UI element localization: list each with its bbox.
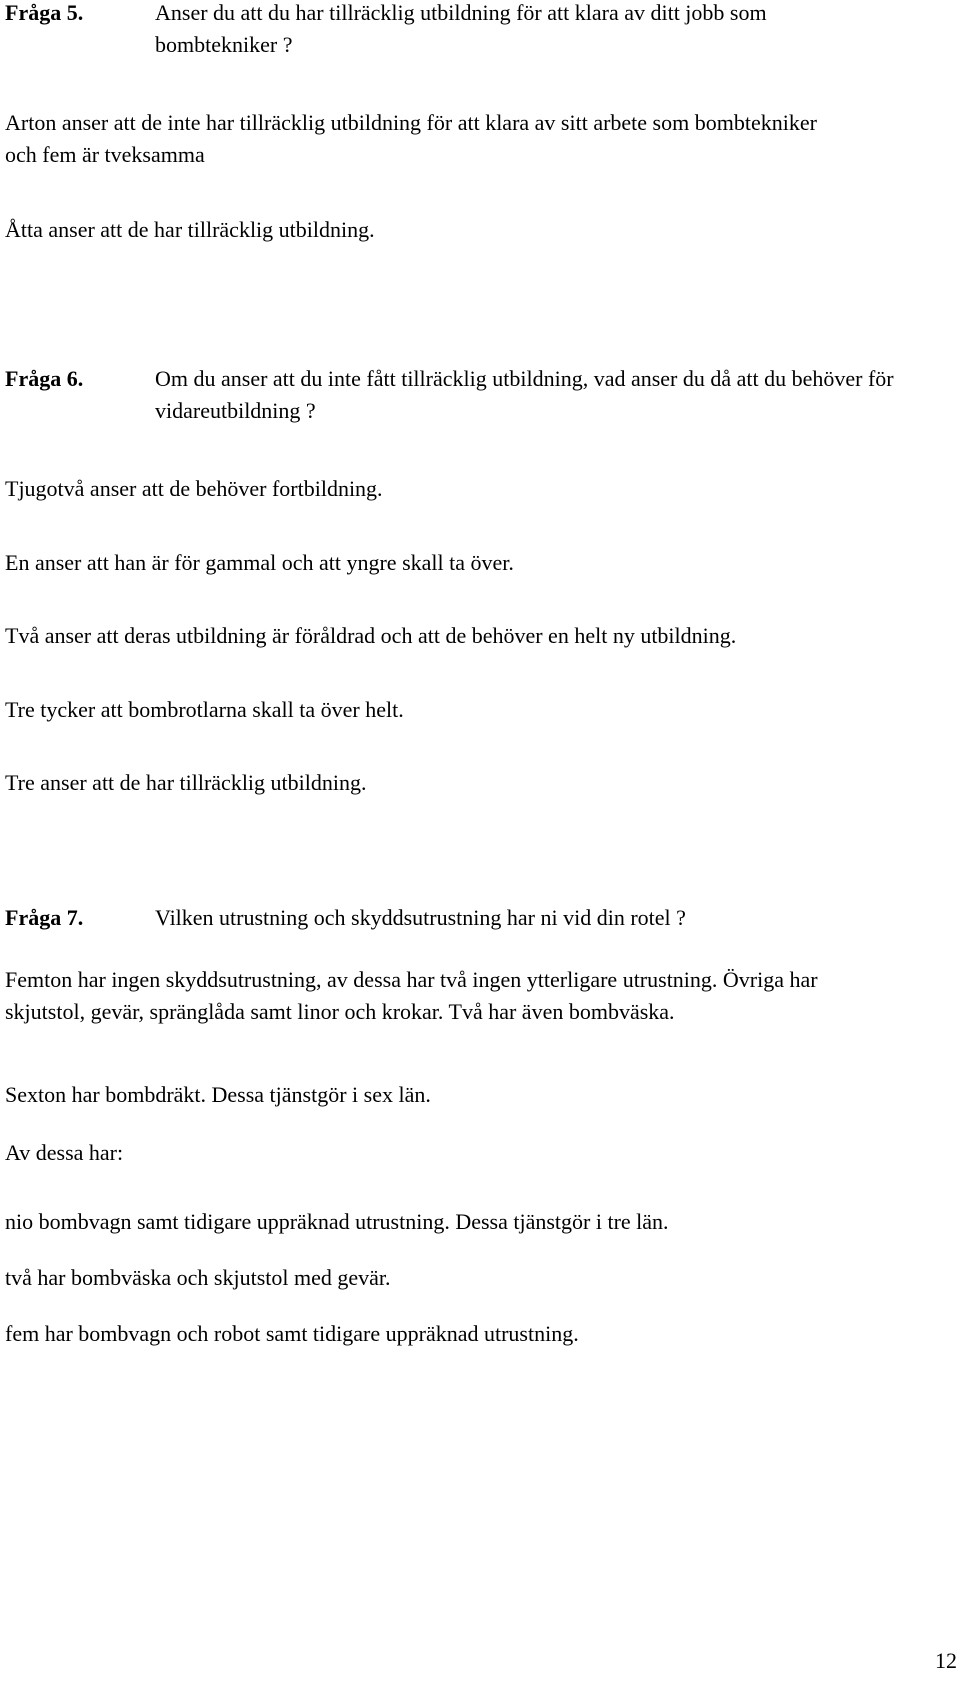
answer-paragraph: En anser att han är för gammal och att yngre skall ta över. xyxy=(5,550,514,575)
question-6-text: Om du anser att du inte fått tillräcklig utbildning, vad anser du då att du behöver för vidareutbildning ? xyxy=(155,366,894,423)
answer-paragraph: Sexton har bombdräkt. Dessa tjänstgör i sex län. xyxy=(5,1082,431,1107)
question-6-label: Fråga 6. xyxy=(5,366,84,391)
answer-paragraph: Åtta anser att de har tillräcklig utbildning. xyxy=(5,217,375,242)
answer-paragraph: Arton anser att de inte har tillräcklig utbildning för att klara av sitt arbete som bombtekniker och fem är tveksamma xyxy=(5,110,817,167)
answer-paragraph: Femton har ingen skyddsutrustning, av dessa har två ingen ytterligare utrustning. Övriga har skjutstol, gevär, spränglåda samt linor och krokar. Två har även bombväska. xyxy=(5,967,818,1024)
question-7-text: Vilken utrustning och skyddsutrustning har ni vid din rotel ? xyxy=(155,905,686,930)
answer-paragraph: Tjugotvå anser att de behöver fortbildning. xyxy=(5,476,383,501)
answer-paragraph: Tre tycker att bombrotlarna skall ta över helt. xyxy=(5,697,404,722)
answer-paragraph: två har bombväska och skjutstol med gevär. xyxy=(5,1265,391,1290)
question-6 xyxy=(5,363,905,427)
answer-paragraph: Tre anser att de har tillräcklig utbildning. xyxy=(5,770,367,795)
question-5 xyxy=(5,0,905,61)
question-7-label: Fråga 7. xyxy=(5,905,84,930)
question-5-text: Anser du att du har tillräcklig utbildning för att klara av ditt jobb som bombtekniker ? xyxy=(155,0,767,57)
question-5-label: Fråga 5. xyxy=(5,0,84,25)
question-7 xyxy=(5,902,905,934)
answer-paragraph: Av dessa har: xyxy=(5,1140,124,1165)
answer-paragraph: fem har bombvagn och robot samt tidigare uppräknad utrustning. xyxy=(5,1321,579,1346)
answer-paragraph: nio bombvagn samt tidigare uppräknad utrustning. Dessa tjänstgör i tre län. xyxy=(5,1209,669,1234)
answer-paragraph: Två anser att deras utbildning är föråldrad och att de behöver en helt ny utbildning. xyxy=(5,623,737,648)
page-number: 12 xyxy=(935,1648,957,1673)
